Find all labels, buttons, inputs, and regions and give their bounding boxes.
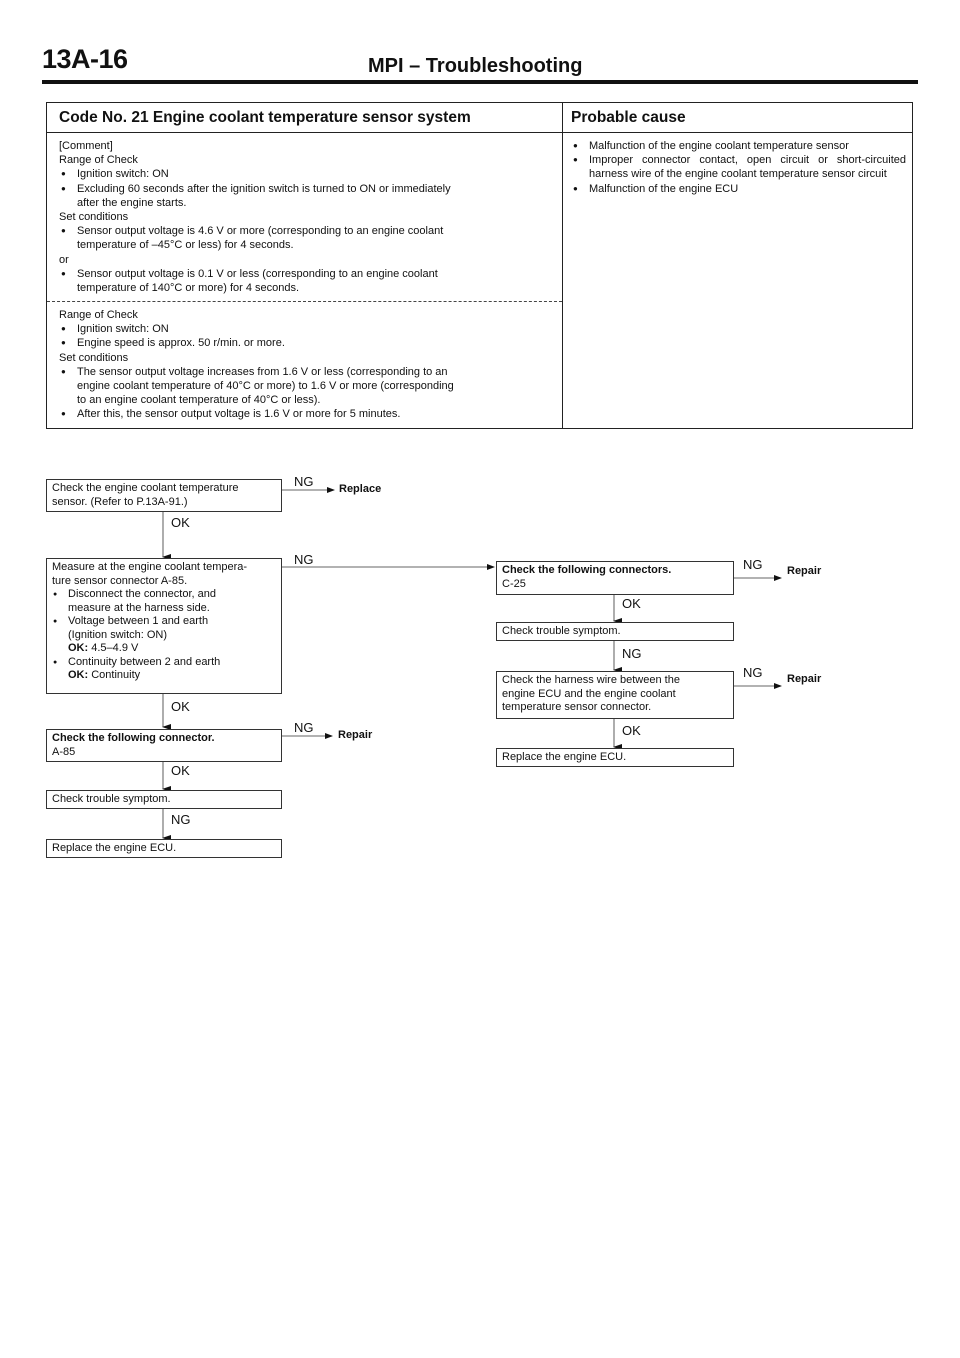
text-line: Range of Check [59,309,138,321]
ng-label: NG [171,812,191,827]
bullet-item: ● Sensor output voltage is 0.1 V or less (corresponding to an engine coolant [59,267,451,281]
box-text: Check the following connectors. [502,564,672,576]
check-trouble-symptom-box [496,622,734,641]
ok-criteria-value: 4.5–4.9 V [91,642,139,654]
cause-item: ● Malfunction of the engine coolant temperature sensor [571,139,906,153]
box-text: measure at the harness side. [68,601,210,614]
probable-cause-heading: Probable cause [571,109,686,126]
text-line: temperature of –45°C or less) for 4 seconds. [77,239,294,252]
box-text [52,642,276,656]
box-bullet: ● Disconnect the connector, and [52,588,276,602]
check-connectors-box [496,561,734,595]
check-sensor-box [46,479,282,512]
box-bullet: ● Continuity between 2 and earth [52,656,276,670]
text-line: [Comment] [59,140,113,152]
bullet-item: ● Engine speed is approx. 50 r/min. or more. [59,336,454,350]
ng-label: NG [294,552,314,567]
box-text: Check trouble symptom. [52,793,171,805]
text-line: Set conditions [59,351,129,364]
measure-connector-box [46,558,282,694]
box-text: Check the harness wire between the [502,674,680,686]
box-text: A-85 [52,745,76,758]
box-text [52,669,276,683]
text-line: to an engine coolant temperature of 40°C or less). [77,394,321,407]
text-line: engine coolant temperature of 40°C or more) to 1.6 V or more (corresponding [77,380,454,393]
ng-label: NG [294,720,314,735]
box-text: sensor. (Refer to P.13A-91.) [52,495,188,508]
repair-action: Repair [787,673,822,685]
code-heading: Code No. 21 Engine coolant temperature sensor system [59,109,471,126]
ng-label: NG [294,474,314,489]
ng-label: NG [743,665,763,680]
text-line: temperature of 140°C or more) for 4 seconds. [77,282,300,295]
ok-criteria-value: Continuity [91,669,141,681]
replace-ecu-box [46,839,282,858]
box-text: engine ECU and the engine coolant [502,687,676,700]
ok-criteria-label: OK: [68,642,89,654]
box-text: Replace the engine ECU. [502,751,627,763]
box-text: Check trouble symptom. [502,625,621,637]
text-line: Range of Check [59,154,138,167]
box-text: Replace the engine ECU. [52,842,177,854]
box-text: C-25 [502,577,526,590]
ok-label: OK [171,763,190,778]
ok-label: OK [171,699,190,714]
bullet-item: ● Ignition switch: ON [59,322,454,336]
check-harness-box [496,671,734,719]
box-text: (Ignition switch: ON) [68,628,168,641]
page-number: 13A-16 [42,44,128,74]
box-text: Check the engine coolant temperature [52,482,239,494]
ok-criteria-label: OK: [68,669,89,681]
cause-item: ● Malfunction of the engine ECU [571,182,906,196]
ng-label: NG [743,557,763,572]
check-trouble-symptom-box [46,790,282,809]
replace-ecu-box [496,748,734,767]
repair-action: Repair [787,565,822,577]
bullet-item: ● Sensor output voltage is 4.6 V or more (corresponding to an engine coolant [59,224,451,238]
ok-label: OK [622,723,641,738]
text-line: or [59,253,69,266]
bullet-item: ● The sensor output voltage increases from 1.6 V or less (corresponding to an [59,365,454,379]
ok-label: OK [171,515,190,530]
box-text: temperature sensor connector. [502,701,652,713]
bullet-item: ● Ignition switch: ON [59,167,451,181]
cause-item: ● Improper connector contact, open circuit or short-circuited harness wire of the engine coolant temperature sensor circuit [571,153,906,181]
box-text: Measure at the engine coolant tempera- [52,561,248,573]
page-title: MPI – Troubleshooting [368,55,583,77]
text-line: after the engine starts. [77,196,187,209]
check-connector-box [46,729,282,762]
bullet-item: ● After this, the sensor output voltage is 1.6 V or more for 5 minutes. [59,407,454,421]
box-bullet: ● Voltage between 1 and earth [52,615,276,629]
replace-action: Replace [339,483,382,495]
bullet-item: ● Excluding 60 seconds after the ignition switch is turned to ON or immediately [59,182,451,196]
ng-label: NG [622,646,642,661]
text-line: Set conditions [59,211,129,224]
box-text: ture sensor connector A-85. [52,574,188,587]
box-text: Check the following connector. [52,732,215,744]
repair-action: Repair [338,729,373,741]
ok-label: OK [622,596,641,611]
